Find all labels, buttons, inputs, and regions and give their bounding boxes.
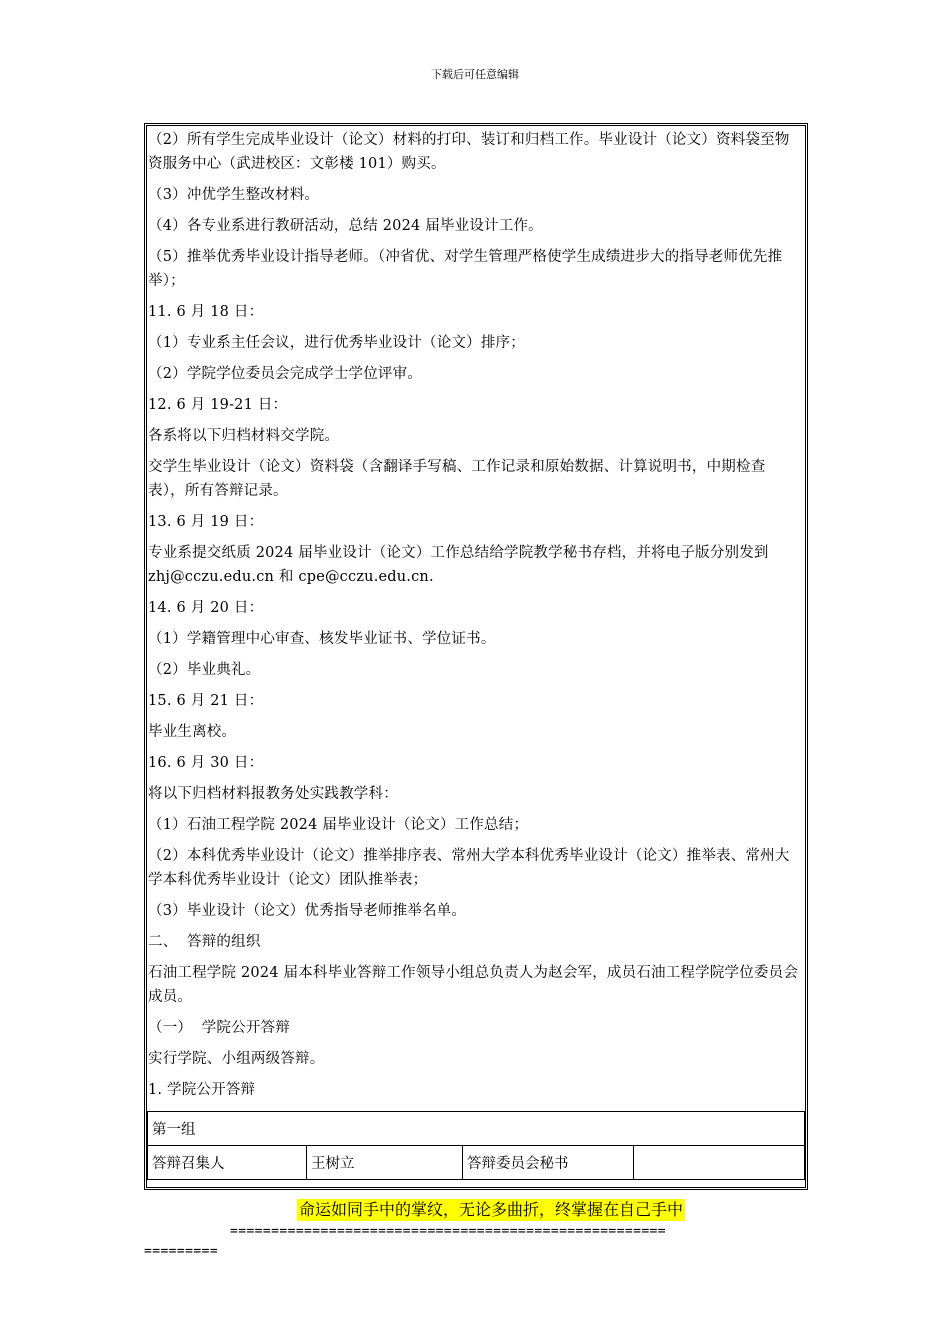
convener-label-cell: 答辩召集人 — [148, 1146, 307, 1180]
secretary-label-cell: 答辩委员会秘书 — [463, 1146, 634, 1180]
secretary-name-cell — [634, 1146, 805, 1180]
text-line: （1）学籍管理中心审查、核发毕业证书、学位证书。 — [148, 631, 496, 647]
text-line: 16. 6 月 30 日： — [148, 755, 264, 771]
separator-line: ===================================================== — [230, 1224, 667, 1239]
text-line: 15. 6 月 21 日： — [148, 693, 264, 709]
text-line: 实行学院、小组两级答辩。 — [148, 1051, 325, 1067]
text-line: （1）专业系主任会议，进行优秀毕业设计（论文）排序； — [148, 335, 525, 351]
text-line: 石油工程学院 2024 届本科毕业答辩工作领导小组总负责人为赵会军，成员石油工程学院学位委员会成员。 — [148, 965, 799, 1005]
separator-line: ========= — [144, 1244, 219, 1259]
text-line: 1. 学院公开答辩 — [148, 1082, 256, 1098]
table-row — [148, 1146, 805, 1180]
text-line: （2）学院学位委员会完成学士学位评审。 — [148, 366, 423, 382]
text-line: （4）各专业系进行教研活动，总结 2024 届毕业设计工作。 — [148, 218, 543, 234]
text-line: 各系将以下归档材料交学院。 — [148, 428, 340, 444]
text-line: 专业系提交纸质 2024 届毕业设计（论文）工作总结给学院教学秘书存档，并将电子版分别发到 zhj@cczu.edu.cn 和 cpe@cczu.edu.cn. — [148, 545, 774, 585]
text-line: （2）所有学生完成毕业设计（论文）材料的打印、装订和归档工作。毕业设计（论文）资料袋至物资服务中心（武进校区：文彰楼 101）购买。 — [148, 132, 790, 172]
text-line: 交学生毕业设计（论文）资料袋（含翻译手写稿、工作记录和原始数据、计算说明书，中期检查表），所有答辩记录。 — [148, 459, 766, 499]
group-name-cell: 第一组 — [148, 1112, 805, 1146]
text-line: （2）毕业典礼。 — [148, 662, 261, 678]
text-line: （2）本科优秀毕业设计（论文）推举排序表、常州大学本科优秀毕业设计（论文）推举表、常州大学本科优秀毕业设计（论文）团队推举表； — [148, 848, 790, 888]
text-line: （1）石油工程学院 2024 届毕业设计（论文）工作总结； — [148, 817, 529, 833]
text-line: 11. 6 月 18 日： — [148, 304, 264, 320]
defense-group-table — [147, 1111, 805, 1180]
subsection-heading: （一） 学院公开答辩 — [148, 1020, 290, 1036]
table-row — [148, 1112, 805, 1146]
text-line: 将以下归档材料报教务处实践教学科： — [148, 786, 398, 802]
text-line: 13. 6 月 19 日： — [148, 514, 264, 530]
motto-highlight: 命运如同手中的掌纹，无论多曲折，终掌握在自己手中 — [299, 1200, 684, 1219]
text-line: 12. 6 月 19-21 日： — [148, 397, 288, 413]
section-heading: 二、 答辩的组织 — [148, 934, 261, 950]
convener-name-cell: 王树立 — [307, 1146, 463, 1180]
text-line: （5）推举优秀毕业设计指导老师。（冲省优、对学生管理严格使学生成绩进步大的指导老师优先推举）； — [148, 249, 783, 289]
text-line: 毕业生离校。 — [148, 724, 237, 740]
text-line: （3）冲优学生整改材料。 — [148, 187, 320, 203]
text-line: （3）毕业设计（论文）优秀指导老师推举名单。 — [148, 903, 467, 919]
document-body — [148, 128, 800, 1109]
header-note: 下载后可任意编辑 — [431, 68, 519, 81]
text-line: 14. 6 月 20 日： — [148, 600, 264, 616]
